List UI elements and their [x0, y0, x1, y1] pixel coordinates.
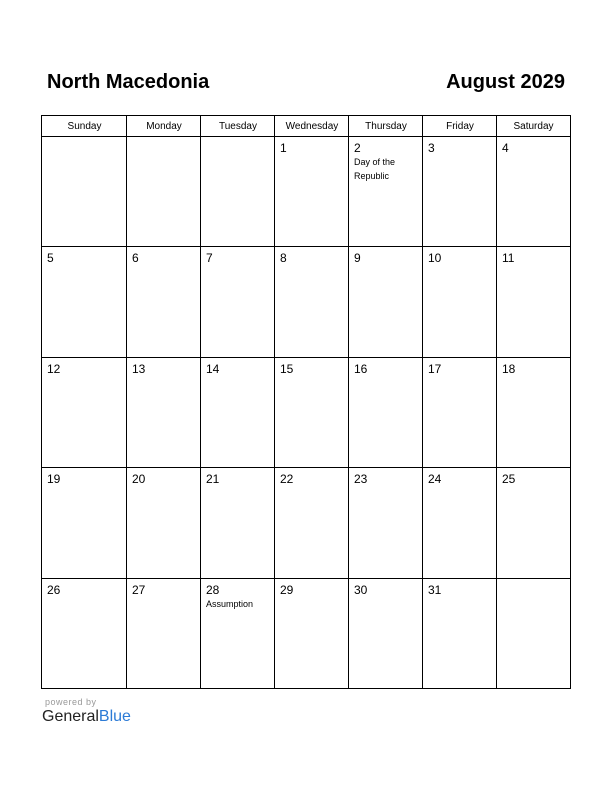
- day-cell[interactable]: [497, 358, 570, 468]
- day-number: 9: [354, 251, 361, 265]
- day-number: 13: [132, 362, 146, 376]
- holiday-label: Day of the Republic: [354, 157, 396, 181]
- day-cell[interactable]: [497, 137, 570, 247]
- day-cell[interactable]: [201, 137, 275, 247]
- day-cell[interactable]: [349, 358, 423, 468]
- weekday-header-saturday: Saturday: [513, 121, 554, 132]
- day-cell[interactable]: [275, 247, 349, 357]
- day-cell[interactable]: [423, 579, 497, 689]
- day-number: 11: [502, 251, 515, 265]
- day-number: 5: [47, 251, 54, 265]
- day-number: 27: [132, 583, 146, 597]
- day-cell[interactable]: [349, 579, 423, 689]
- day-number: 12: [47, 362, 61, 376]
- day-cell[interactable]: [201, 358, 275, 468]
- day-number: 30: [354, 583, 368, 597]
- day-number: 6: [132, 251, 139, 265]
- day-cell[interactable]: [275, 579, 349, 689]
- day-number: 8: [280, 251, 287, 265]
- weekday-header-sunday: Sunday: [67, 121, 102, 132]
- day-cell[interactable]: [127, 358, 201, 468]
- day-cell[interactable]: [423, 468, 497, 578]
- day-cell[interactable]: [423, 247, 497, 357]
- day-cell[interactable]: [42, 468, 127, 578]
- day-cell[interactable]: [127, 468, 201, 578]
- generalblue-logo[interactable]: [42, 708, 131, 726]
- day-cell[interactable]: [201, 247, 275, 357]
- day-cell[interactable]: [275, 358, 349, 468]
- calendar-grid: [41, 115, 571, 689]
- day-number: 29: [280, 583, 294, 597]
- day-cell[interactable]: [127, 579, 201, 689]
- country-title: North Macedonia: [47, 71, 210, 93]
- day-cell[interactable]: [275, 468, 349, 578]
- day-number: 31: [428, 583, 442, 597]
- brand-blue-text: Blue: [98, 708, 131, 725]
- weekday-header-row: [42, 116, 570, 137]
- day-number: 19: [47, 472, 61, 486]
- day-cell[interactable]: [42, 247, 127, 357]
- day-cell[interactable]: [275, 137, 349, 247]
- day-cell[interactable]: [127, 137, 201, 247]
- day-cell[interactable]: [423, 137, 497, 247]
- weekday-header-wednesday: Wednesday: [285, 121, 339, 132]
- day-cell[interactable]: [201, 579, 275, 689]
- day-number: 24: [428, 472, 442, 486]
- powered-by-label: powered by: [45, 697, 97, 707]
- day-number: 28: [206, 583, 220, 597]
- day-number: 18: [502, 362, 516, 376]
- day-number: 2: [354, 141, 361, 155]
- day-number: 20: [132, 472, 146, 486]
- weekday-header-friday: Friday: [446, 121, 474, 132]
- holiday-label: Assumption: [206, 599, 254, 609]
- day-number: 16: [354, 362, 368, 376]
- day-number: 15: [280, 362, 294, 376]
- day-number: 26: [47, 583, 61, 597]
- day-cell[interactable]: [42, 579, 127, 689]
- day-number: 4: [502, 141, 509, 155]
- day-number: 7: [206, 251, 213, 265]
- day-cell[interactable]: [497, 247, 570, 357]
- weekday-header-monday: Monday: [146, 121, 182, 132]
- day-number: 17: [428, 362, 442, 376]
- day-number: 21: [206, 472, 220, 486]
- day-cell[interactable]: [349, 247, 423, 357]
- day-cell[interactable]: [349, 137, 423, 247]
- day-cell[interactable]: [201, 468, 275, 578]
- day-number: 25: [502, 472, 516, 486]
- day-cell[interactable]: [127, 247, 201, 357]
- brand-general-text: General: [42, 708, 99, 725]
- weekday-header-thursday: Thursday: [365, 121, 407, 132]
- day-cell[interactable]: [497, 579, 570, 689]
- day-number: 23: [354, 472, 368, 486]
- day-cell[interactable]: [423, 358, 497, 468]
- weekday-header-tuesday: Tuesday: [219, 121, 257, 132]
- day-cell[interactable]: [42, 358, 127, 468]
- day-number: 14: [206, 362, 220, 376]
- day-number: 3: [428, 141, 435, 155]
- day-cell[interactable]: [497, 468, 570, 578]
- month-year-title: August 2029: [446, 71, 565, 93]
- day-cell[interactable]: [349, 468, 423, 578]
- day-number: 22: [280, 472, 294, 486]
- day-number: 1: [280, 141, 287, 155]
- day-number: 10: [428, 251, 442, 265]
- day-cell[interactable]: [42, 137, 127, 247]
